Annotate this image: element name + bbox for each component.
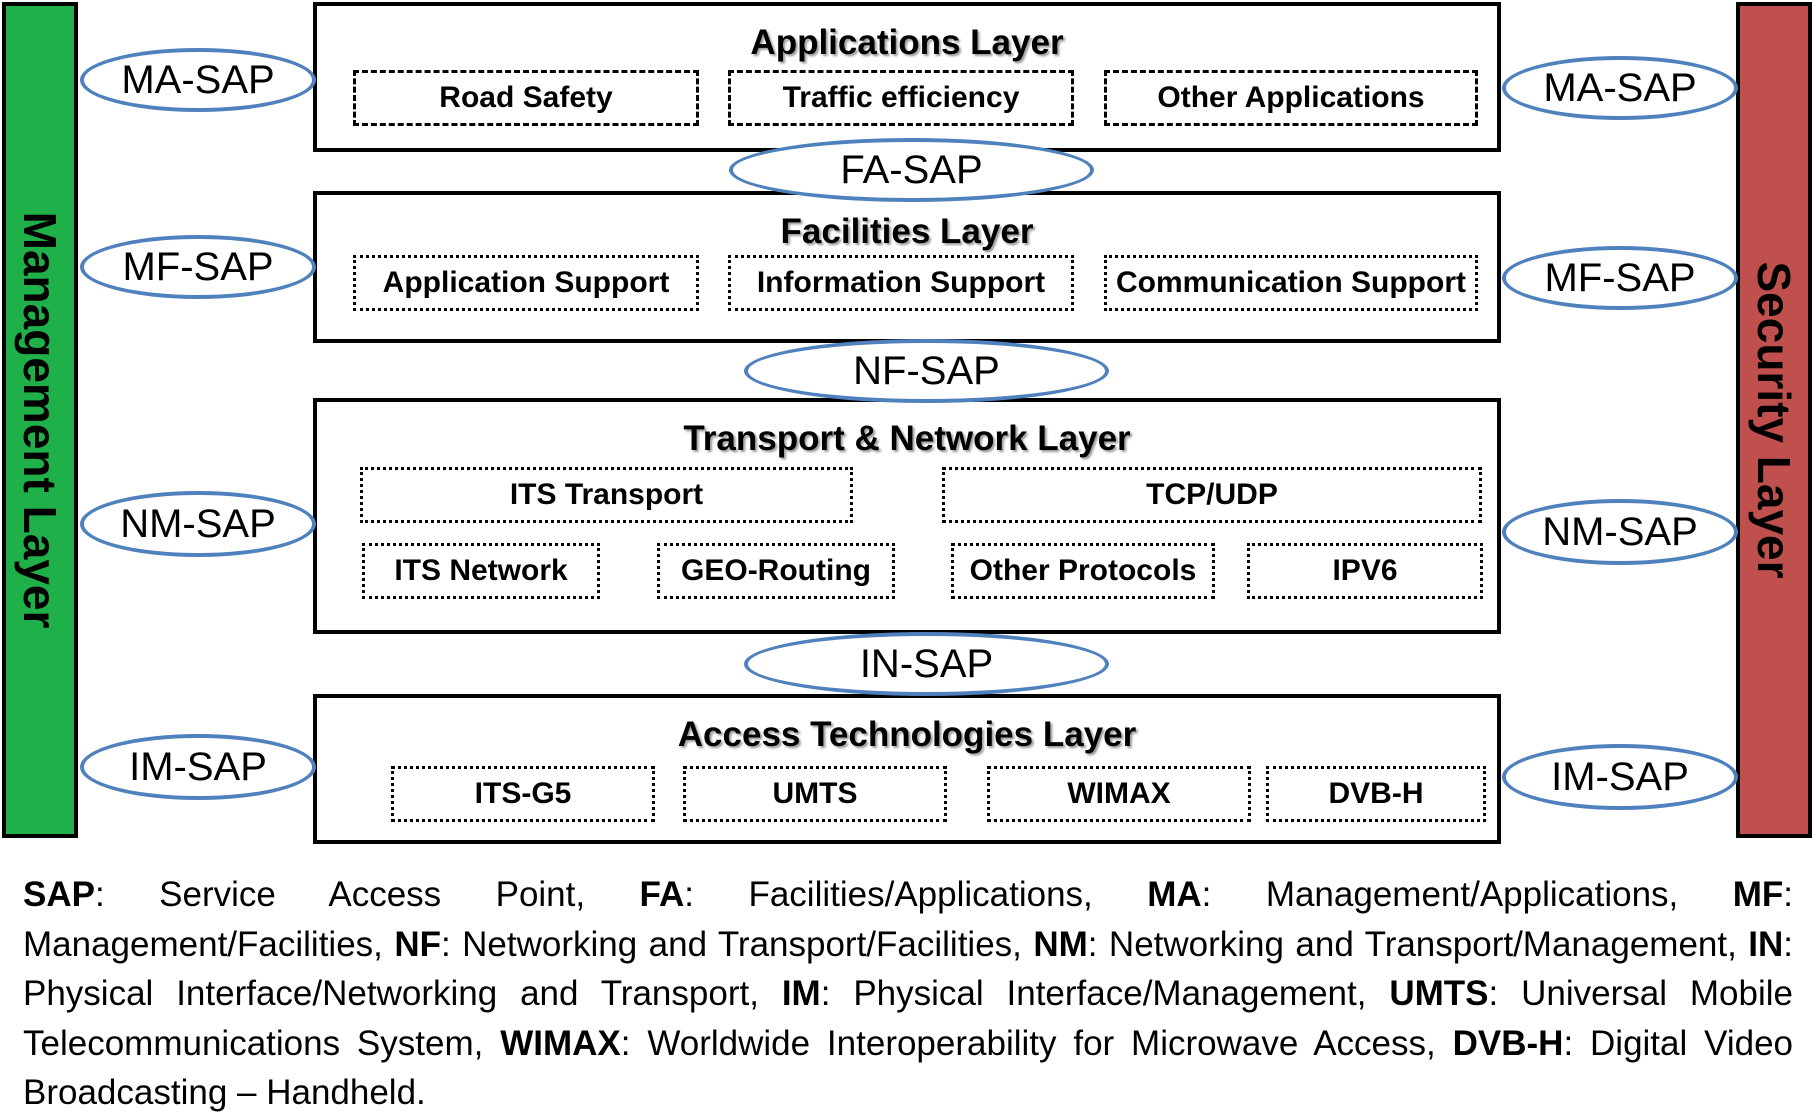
tcp-udp-box: TCP/UDP bbox=[942, 467, 1482, 523]
dvb-h-box: DVB-H bbox=[1266, 766, 1486, 822]
im-sap-left: IM-SAP bbox=[80, 734, 316, 800]
traffic-efficiency-box: Traffic efficiency bbox=[728, 70, 1074, 126]
fa-sap: FA-SAP bbox=[729, 138, 1094, 202]
legend-entry: MA: Management/Applications, bbox=[1147, 875, 1679, 914]
communication-support-box: Communication Support bbox=[1104, 255, 1478, 311]
legend-term: FA bbox=[639, 875, 685, 914]
ma-sap-left: MA-SAP bbox=[80, 48, 316, 112]
legend-term: WIMAX bbox=[500, 1023, 621, 1063]
im-sap-right: IM-SAP bbox=[1502, 744, 1738, 810]
legend-definition: Worldwide Interoperability for Microwave Access, bbox=[647, 1023, 1436, 1063]
access-technologies-layer bbox=[313, 694, 1501, 844]
legend-term: SAP bbox=[23, 875, 95, 914]
legend-entry: SAP: Service Access Point, bbox=[23, 875, 586, 914]
legend-definition: Facilities/Applications, bbox=[748, 875, 1093, 914]
legend-entry: IN: Physical Interface/Networking and Transport, bbox=[23, 924, 1793, 1013]
mf-sap-left: MF-SAP bbox=[80, 235, 316, 299]
legend-term: DVB-H bbox=[1452, 1023, 1564, 1063]
applications-layer-title: Applications Layer bbox=[750, 23, 1064, 62]
legend-term: IN bbox=[1748, 924, 1784, 964]
legend-term: MF bbox=[1732, 875, 1784, 914]
legend-entry: WIMAX: Worldwide Interoperability for Microwave Access, bbox=[500, 1023, 1436, 1063]
management-layer-label: Management Layer bbox=[14, 211, 66, 629]
legend-definition: Management/Applications, bbox=[1265, 875, 1679, 914]
legend-definition: Networking and Transport/Facilities, bbox=[462, 924, 1022, 964]
legend-term: MA bbox=[1147, 875, 1202, 914]
management-layer-bar bbox=[2, 2, 78, 838]
legend-entry: IM: Physical Interface/Management, bbox=[781, 974, 1367, 1013]
its-network-box: ITS Network bbox=[362, 543, 600, 599]
legend-definition: Management/Facilities, bbox=[23, 924, 383, 964]
legend-entry: FA: Facilities/Applications, bbox=[639, 875, 1093, 914]
in-sap: IN-SAP bbox=[744, 632, 1109, 696]
nm-sap-right: NM-SAP bbox=[1502, 499, 1738, 565]
legend-definition: Digital Video Broadcasting – Handheld. bbox=[23, 1023, 1794, 1112]
information-support-box: Information Support bbox=[728, 255, 1074, 311]
ma-sap-right: MA-SAP bbox=[1502, 56, 1738, 120]
its-g5-box: ITS-G5 bbox=[391, 766, 655, 822]
legend-entry: MF: Management/Facilities, bbox=[23, 875, 1793, 964]
legend-entry: NM: Networking and Transport/Management, bbox=[1033, 924, 1737, 964]
other-applications-box: Other Applications bbox=[1104, 70, 1478, 126]
security-layer-bar bbox=[1736, 2, 1812, 838]
legend-term: NM bbox=[1033, 924, 1088, 964]
legend-definition: Physical Interface/Management, bbox=[853, 974, 1367, 1013]
ipv6-box: IPV6 bbox=[1247, 543, 1483, 599]
road-safety-box: Road Safety bbox=[353, 70, 699, 126]
access-technologies-layer-title: Access Technologies Layer bbox=[677, 715, 1137, 754]
legend-term: IM bbox=[781, 974, 821, 1013]
legend-entry: NF: Networking and Transport/Facilities, bbox=[394, 924, 1022, 964]
legend-entry: DVB-H: Digital Video Broadcasting – Handheld. bbox=[23, 1023, 1794, 1112]
legend-entry: UMTS: Universal Mobile Telecommunications System, bbox=[23, 974, 1793, 1063]
legend-definition: Universal Mobile Telecommunications System, bbox=[23, 974, 1793, 1063]
facilities-layer bbox=[313, 191, 1501, 343]
legend-term: NF bbox=[394, 924, 441, 964]
transport-network-layer bbox=[313, 398, 1501, 634]
its-transport-box: ITS Transport bbox=[360, 467, 853, 523]
legend-definition: Service Access Point, bbox=[159, 875, 586, 914]
security-layer-label: Security Layer bbox=[1748, 261, 1800, 579]
nf-sap: NF-SAP bbox=[744, 339, 1109, 403]
facilities-layer-title: Facilities Layer bbox=[780, 212, 1034, 251]
application-support-box: Application Support bbox=[353, 255, 699, 311]
umts-box: UMTS bbox=[683, 766, 947, 822]
mf-sap-right: MF-SAP bbox=[1502, 246, 1738, 310]
applications-layer bbox=[313, 2, 1501, 152]
abbreviations-legend bbox=[23, 870, 1793, 1118]
other-protocols-box: Other Protocols bbox=[951, 543, 1215, 599]
transport-network-layer-title: Transport & Network Layer bbox=[683, 419, 1131, 458]
wimax-box: WIMAX bbox=[987, 766, 1251, 822]
legend-definition: Physical Interface/Networking and Transport, bbox=[23, 974, 759, 1013]
geo-routing-box: GEO-Routing bbox=[657, 543, 895, 599]
legend-definition: Networking and Transport/Management, bbox=[1108, 924, 1737, 964]
legend-term: UMTS bbox=[1389, 974, 1489, 1013]
nm-sap-left: NM-SAP bbox=[80, 491, 316, 557]
